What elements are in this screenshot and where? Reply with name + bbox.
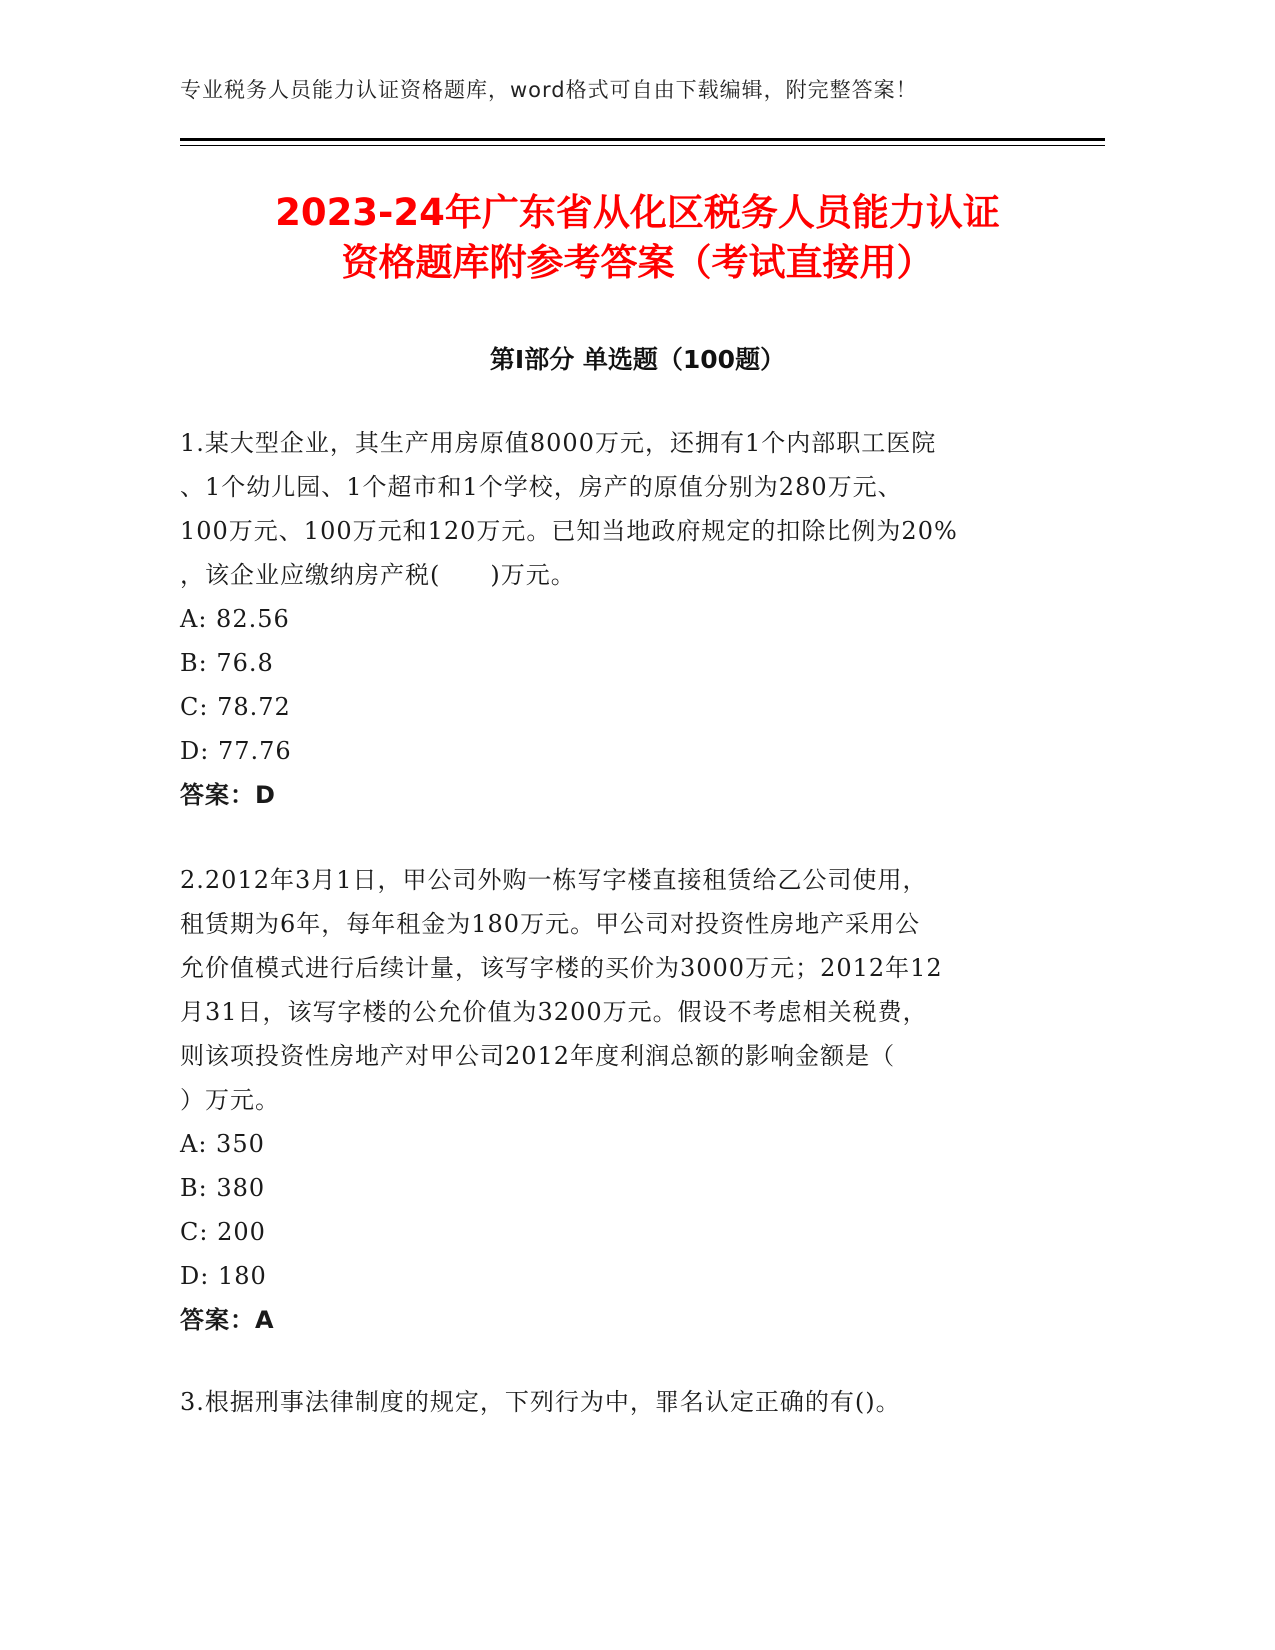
stem-line: 2.2012年3月1日，甲公司外购一栋写字楼直接租赁给乙公司使用，	[180, 866, 928, 894]
stem-line: 1.某大型企业，其生产用房原值8000万元，还拥有1个内部职工医院	[180, 429, 937, 457]
option-b: B: 380	[180, 1174, 266, 1202]
option-d: D: 77.76	[180, 737, 292, 765]
answer-label: 答案：A	[180, 1306, 275, 1334]
question-stem	[180, 1380, 1040, 1424]
stem-line: ）万元。	[180, 1086, 280, 1114]
question-1	[180, 421, 1040, 817]
option-c: C: 200	[180, 1218, 266, 1246]
stem-line: ，该企业应缴纳房产税( )万元。	[180, 561, 576, 589]
stem-line: 月31日，该写字楼的公允价值为3200万元。假设不考虑相关税费，	[180, 998, 928, 1026]
option-a: A: 82.56	[180, 605, 290, 633]
option-c: C: 78.72	[180, 693, 291, 721]
header-divider-thin	[180, 145, 1105, 146]
stem-line: 租赁期为6年，每年租金为180万元。甲公司对投资性房地产采用公	[180, 910, 921, 938]
header-divider-thick	[180, 138, 1105, 141]
header-note: 专业税务人员能力认证资格题库，word格式可自由下载编辑，附完整答案！	[180, 78, 918, 102]
stem-line: 允价值模式进行后续计量，该写字楼的买价为3000万元；2012年12	[180, 954, 943, 982]
stem-line: 3.根据刑事法律制度的规定，下列行为中，罪名认定正确的有()。	[180, 1388, 901, 1416]
document-title	[150, 188, 1125, 288]
section-heading: 第I部分 单选题（100题）	[489, 345, 786, 374]
document-title-line-2: 资格题库附参考答案（考试直接用）	[341, 241, 934, 284]
document-title-line-1: 2023-24年广东省从化区税务人员能力认证	[275, 191, 1000, 234]
stem-line: 则该项投资性房地产对甲公司2012年度利润总额的影响金额是（	[180, 1042, 896, 1070]
stem-line: 100万元、100万元和120万元。已知当地政府规定的扣除比例为20%	[180, 517, 958, 545]
option-b: B: 76.8	[180, 649, 274, 677]
question-3	[180, 1380, 1040, 1424]
option-a: A: 350	[180, 1130, 265, 1158]
answer-label: 答案：D	[180, 781, 276, 809]
question-stem	[180, 421, 1040, 597]
question-2	[180, 858, 1040, 1342]
option-d: D: 180	[180, 1262, 267, 1290]
question-stem	[180, 858, 1040, 1122]
stem-line: 、1个幼儿园、1个超市和1个学校，房产的原值分别为280万元、	[180, 473, 903, 501]
